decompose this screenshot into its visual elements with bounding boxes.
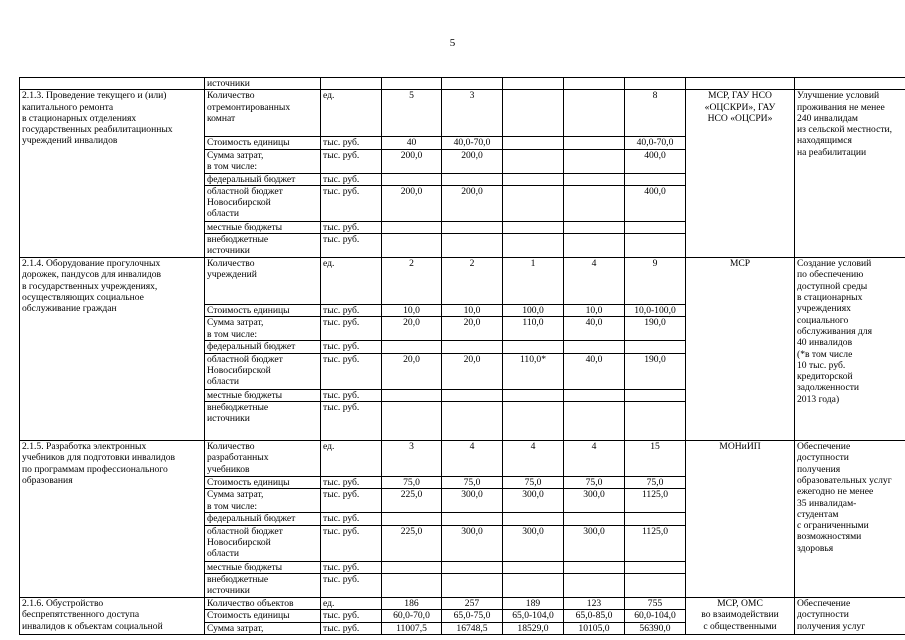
- table-cell: [382, 341, 442, 353]
- table-cell: 8: [625, 90, 686, 137]
- table-cell: Количество разработанных учебников: [205, 441, 321, 477]
- table-cell: областной бюджет Новосибирской области: [205, 353, 321, 389]
- table-cell: [564, 573, 625, 597]
- table-cell: [442, 573, 503, 597]
- table-cell: [625, 234, 686, 258]
- program-table: [19, 77, 905, 635]
- table-cell: [20, 78, 205, 90]
- table-cell: [564, 341, 625, 353]
- table-cell: 60,0-70,0: [382, 610, 442, 622]
- table-cell: 75,0: [442, 477, 503, 489]
- table-cell: 200,0: [382, 149, 442, 173]
- table-cell: 300,0: [564, 489, 625, 513]
- result-cell: Создание условий по обеспечению доступной среды в стационарных учреждениях социального обслуживания для 40 инвалидов (*в том числе 10 тыс. руб. кредиторской задолженности 2013 года): [795, 258, 905, 441]
- table-cell: внебюджетные источники: [205, 573, 321, 597]
- table-cell: 4: [564, 441, 625, 477]
- table-cell: [503, 78, 564, 90]
- table-cell: тыс. руб.: [321, 305, 382, 317]
- table-cell: [503, 185, 564, 221]
- table-cell: [503, 389, 564, 401]
- table-cell: 257: [442, 597, 503, 609]
- table-cell: тыс. руб.: [321, 561, 382, 573]
- table-cell: 75,0: [382, 477, 442, 489]
- table-cell: 300,0: [442, 525, 503, 561]
- table-cell: [564, 234, 625, 258]
- table-cell: 200,0: [442, 149, 503, 173]
- table-cell: [442, 78, 503, 90]
- table-cell: тыс. руб.: [321, 610, 382, 622]
- table-cell: местные бюджеты: [205, 221, 321, 233]
- table-cell: 40,0: [564, 353, 625, 389]
- measure-title-cell: 2.1.4. Оборудование прогулочных дорожек, пандусов для инвалидов в государственных учреждениях, осуществляющих социальное обслуживание граждан: [20, 258, 205, 441]
- result-cell: Обеспечение доступности получения образовательных услуг ежегодно не менее 35 инвалидам- студентам с ограниченными возможностями здоровья: [795, 441, 905, 598]
- table-cell: [442, 389, 503, 401]
- table-cell: областной бюджет Новосибирской области: [205, 525, 321, 561]
- table-cell: 20,0: [382, 317, 442, 341]
- table-cell: 18529,0: [503, 622, 564, 634]
- table-cell: [442, 341, 503, 353]
- table-cell: 20,0: [442, 353, 503, 389]
- table-cell: 225,0: [382, 525, 442, 561]
- table-cell: [564, 78, 625, 90]
- table-cell: тыс. руб.: [321, 513, 382, 525]
- table-cell: 2: [442, 258, 503, 305]
- table-cell: Сумма затрат, в том числе:: [205, 317, 321, 341]
- table-cell: [564, 137, 625, 149]
- table-cell: [564, 513, 625, 525]
- table-cell: [795, 78, 905, 90]
- table-cell: 4: [564, 258, 625, 305]
- table-cell: ед.: [321, 441, 382, 477]
- table-cell: [382, 234, 442, 258]
- table-cell: Стоимость единицы: [205, 477, 321, 489]
- table-cell: тыс. руб.: [321, 185, 382, 221]
- table-cell: 190,0: [625, 353, 686, 389]
- table-cell: Стоимость единицы: [205, 610, 321, 622]
- table-cell: 300,0: [503, 525, 564, 561]
- table-cell: федеральный бюджет: [205, 341, 321, 353]
- table-cell: 10,0: [564, 305, 625, 317]
- table-cell: [625, 573, 686, 597]
- table-cell: местные бюджеты: [205, 561, 321, 573]
- table-cell: [503, 90, 564, 137]
- table-cell: 300,0: [564, 525, 625, 561]
- table-cell: 123: [564, 597, 625, 609]
- table-cell: [503, 137, 564, 149]
- table-cell: [625, 341, 686, 353]
- table-row: [20, 597, 905, 609]
- table-cell: тыс. руб.: [321, 622, 382, 634]
- table-cell: [625, 389, 686, 401]
- table-row: [20, 441, 905, 477]
- table-cell: 9: [625, 258, 686, 305]
- table-cell: тыс. руб.: [321, 389, 382, 401]
- table-cell: внебюджетные источники: [205, 234, 321, 258]
- table-cell: [686, 78, 795, 90]
- table-cell: Количество объектов: [205, 597, 321, 609]
- table-cell: [382, 78, 442, 90]
- table-cell: [625, 221, 686, 233]
- table-cell: [564, 90, 625, 137]
- table-cell: [564, 402, 625, 441]
- table-cell: ед.: [321, 597, 382, 609]
- table-cell: [625, 78, 686, 90]
- table-cell: [503, 234, 564, 258]
- table-cell: 186: [382, 597, 442, 609]
- table-cell: 200,0: [382, 185, 442, 221]
- table-cell: [503, 173, 564, 185]
- table-cell: 75,0: [625, 477, 686, 489]
- table-cell: местные бюджеты: [205, 389, 321, 401]
- table-cell: [382, 573, 442, 597]
- table-cell: [382, 389, 442, 401]
- table-cell: Количество учреждений: [205, 258, 321, 305]
- table-cell: 225,0: [382, 489, 442, 513]
- table-cell: тыс. руб.: [321, 221, 382, 233]
- table-cell: тыс. руб.: [321, 573, 382, 597]
- table-cell: 65,0-85,0: [564, 610, 625, 622]
- result-cell: Обеспечение доступности получения услуг: [795, 597, 905, 634]
- table-cell: 10105,0: [564, 622, 625, 634]
- table-cell: Сумма затрат,: [205, 622, 321, 634]
- table-cell: [503, 149, 564, 173]
- table-cell: Сумма затрат, в том числе:: [205, 489, 321, 513]
- table-cell: 20,0: [442, 317, 503, 341]
- table-cell: Количество отремонтированных комнат: [205, 90, 321, 137]
- table-cell: тыс. руб.: [321, 317, 382, 341]
- table-cell: 200,0: [442, 185, 503, 221]
- table-cell: [503, 341, 564, 353]
- table-cell: [382, 561, 442, 573]
- table-cell: 400,0: [625, 185, 686, 221]
- table-cell: 4: [442, 441, 503, 477]
- table-cell: [442, 561, 503, 573]
- table-cell: [564, 149, 625, 173]
- table-cell: 40,0-70,0: [442, 137, 503, 149]
- table-cell: [564, 561, 625, 573]
- table-cell: [625, 173, 686, 185]
- table-cell: 300,0: [503, 489, 564, 513]
- table-cell: [625, 561, 686, 573]
- table-cell: тыс. руб.: [321, 402, 382, 441]
- table-cell: Стоимость единицы: [205, 137, 321, 149]
- table-cell: 40,0: [564, 317, 625, 341]
- table-cell: 10,0: [382, 305, 442, 317]
- table-cell: федеральный бюджет: [205, 173, 321, 185]
- table-cell: 1125,0: [625, 489, 686, 513]
- table-cell: [564, 185, 625, 221]
- table-cell: 110,0*: [503, 353, 564, 389]
- table-cell: [503, 221, 564, 233]
- table-cell: тыс. руб.: [321, 234, 382, 258]
- table-cell: [625, 402, 686, 441]
- table-cell: 56390,0: [625, 622, 686, 634]
- table-cell: тыс. руб.: [321, 477, 382, 489]
- table-cell: [503, 573, 564, 597]
- table-cell: 4: [503, 441, 564, 477]
- table-cell: 40,0-70,0: [625, 137, 686, 149]
- table-cell: ед.: [321, 258, 382, 305]
- table-cell: [503, 402, 564, 441]
- table-cell: 65,0-104,0: [503, 610, 564, 622]
- table-cell: 110,0: [503, 317, 564, 341]
- table-cell: [564, 221, 625, 233]
- table-cell: областной бюджет Новосибирской области: [205, 185, 321, 221]
- table-cell: федеральный бюджет: [205, 513, 321, 525]
- table-cell: 11007,5: [382, 622, 442, 634]
- table-cell: ед.: [321, 90, 382, 137]
- table-cell: [382, 221, 442, 233]
- table-cell: 300,0: [442, 489, 503, 513]
- measure-title-cell: 2.1.6. Обустройство беспрепятственного доступа инвалидов к объектам социальной: [20, 597, 205, 634]
- table-cell: [382, 173, 442, 185]
- table-cell: Сумма затрат, в том числе:: [205, 149, 321, 173]
- table-cell: [382, 513, 442, 525]
- table-cell: 1125,0: [625, 525, 686, 561]
- table-cell: [442, 221, 503, 233]
- table-cell: тыс. руб.: [321, 489, 382, 513]
- table-cell: 10,0: [442, 305, 503, 317]
- table-cell: тыс. руб.: [321, 137, 382, 149]
- table-cell: 3: [382, 441, 442, 477]
- table-cell: [442, 173, 503, 185]
- table-cell: [442, 234, 503, 258]
- table-row: [20, 258, 905, 305]
- table-cell: тыс. руб.: [321, 149, 382, 173]
- table-cell: 189: [503, 597, 564, 609]
- table-cell: 100,0: [503, 305, 564, 317]
- table-cell: 16748,5: [442, 622, 503, 634]
- table-cell: 755: [625, 597, 686, 609]
- table-cell: 190,0: [625, 317, 686, 341]
- table-cell: 60,0-104,0: [625, 610, 686, 622]
- table-cell: [564, 389, 625, 401]
- table-row: [20, 90, 905, 137]
- table-cell: [442, 513, 503, 525]
- table-cell: [625, 513, 686, 525]
- table-cell: тыс. руб.: [321, 173, 382, 185]
- table-cell: 65,0-75,0: [442, 610, 503, 622]
- table-cell: 10,0-100,0: [625, 305, 686, 317]
- executor-cell: МОНиИП: [686, 441, 795, 598]
- page-number: 5: [449, 37, 456, 49]
- table-cell: [382, 402, 442, 441]
- table-cell: 400,0: [625, 149, 686, 173]
- table-cell: внебюджетные источники: [205, 402, 321, 441]
- table-cell: [503, 561, 564, 573]
- executor-cell: МСР: [686, 258, 795, 441]
- table-cell: [321, 78, 382, 90]
- table-cell: 75,0: [564, 477, 625, 489]
- table-cell: 2: [382, 258, 442, 305]
- table-cell: [442, 402, 503, 441]
- table-cell: тыс. руб.: [321, 353, 382, 389]
- table-cell: [503, 513, 564, 525]
- table-cell: 5: [382, 90, 442, 137]
- measure-title-cell: 2.1.3. Проведение текущего и (или) капитального ремонта в стационарных отделениях государственных реабилитационных учреждений инвалидов: [20, 90, 205, 258]
- table-cell: 15: [625, 441, 686, 477]
- executor-cell: МСР, ОМС во взаимодействии с общественными: [686, 597, 795, 634]
- table-cell: [564, 173, 625, 185]
- table-row: [20, 78, 905, 90]
- table-cell: 40: [382, 137, 442, 149]
- measure-title-cell: 2.1.5. Разработка электронных учебников для подготовки инвалидов по программам профессионального образования: [20, 441, 205, 598]
- table-cell: тыс. руб.: [321, 341, 382, 353]
- table-cell: источники: [205, 78, 321, 90]
- table-cell: тыс. руб.: [321, 525, 382, 561]
- table-cell: 20,0: [382, 353, 442, 389]
- table-cell: 1: [503, 258, 564, 305]
- table-cell: Стоимость единицы: [205, 305, 321, 317]
- executor-cell: МСР, ГАУ НСО «ОЦСКРИ», ГАУ НСО «ОЦСРИ»: [686, 90, 795, 258]
- table-cell: 75,0: [503, 477, 564, 489]
- table-cell: 3: [442, 90, 503, 137]
- result-cell: Улучшение условий проживания не менее 240 инвалидам из сельской местности, находящимся на реабилитации: [795, 90, 905, 258]
